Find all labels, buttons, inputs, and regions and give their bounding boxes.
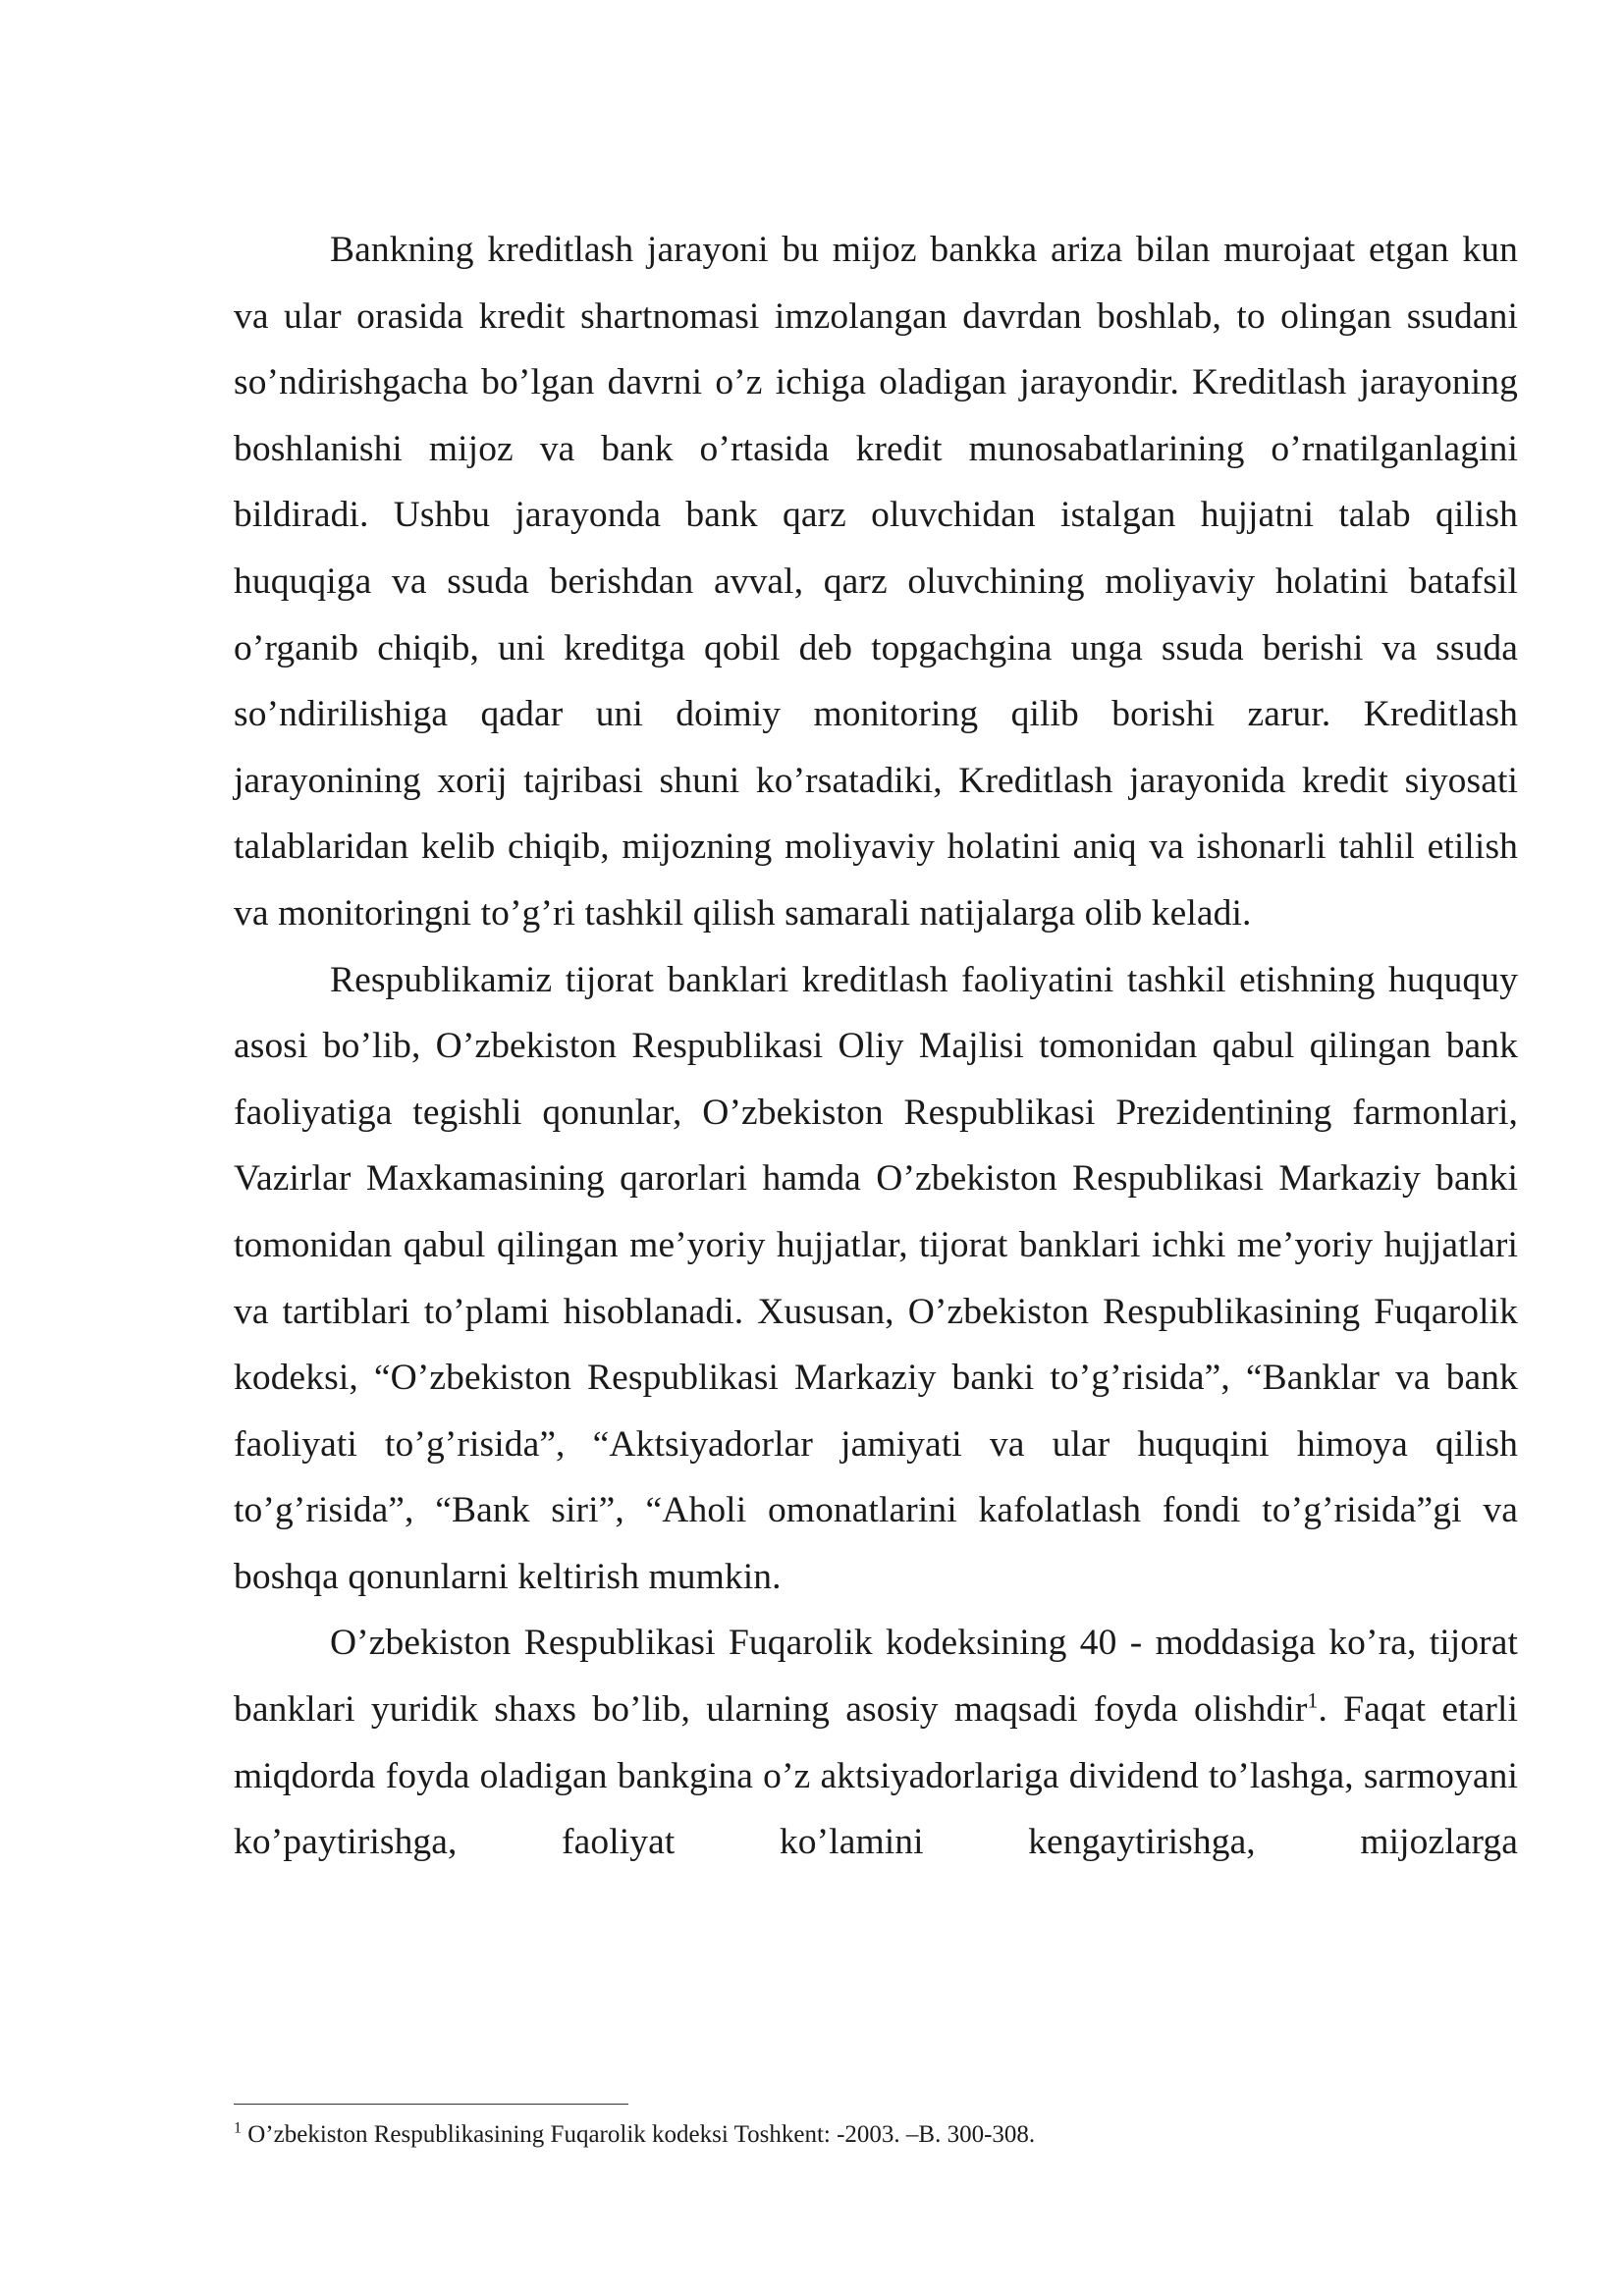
paragraph-3 (234, 1610, 1518, 1875)
paragraph-2: Respublikamiz tijorat banklari kreditlash faoliyatini tashkil etishning huququy asosi bo’lib, O’zbekiston Respublikasi Oliy Majlisi tomonidan qabul qilingan bank faoliyatiga tegishli qonunlar, O’zbekiston Respublikasi Prezidentining farmonlari, Vazirlar Maxkamasining qarorlari hamda O’zbekiston Respublikasi Markaziy banki tomonidan qabul qilingan me’yoriy hujjatlar, tijorat banklari ichki me’yoriy hujjatlari va tartiblari to’plami hisoblanadi. Xususan, O’zbekiston Respublikasining Fuqarolik kodeksi, “O’zbekiston Respublikasi Markaziy banki to’g’risida”, “Banklar va bank faoliyati to’g’risida”, “Aktsiyadorlar jamiyati va ular huquqini himoya qilish to’g’risida”, “Bank siri”, “Aholi omonatlarini kafolatlash fondi to’g’risida”gi va boshqa qonunlarni keltirish mumkin. (234, 959, 1518, 1597)
body-text (234, 217, 1518, 1876)
paragraph-3-text-b: . Faqat etarli miqdorda foyda oladigan bankgina o’z aktsiyadorlariga dividend to’lashga, sarmoyani ko’paytirishga, faoliyat ko’lamini kengaytirishga, mijozlarga (234, 1689, 1518, 1863)
paragraph-1: Bankning kreditlash jarayoni bu mijoz bankka ariza bilan murojaat etgan kun va ular orasida kredit shartnomasi imzolangan davrdan boshlab, to olingan ssudani so’ndirishgacha bo’lgan davrni o’z ichiga oladigan jarayondir. Kreditlash jarayoning boshlanishi mijoz va bank o’rtasida kredit munosabatlarining o’rnatilganlagini bildiradi. Ushbu jarayonda bank qarz oluvchidan istalgan hujjatni talab qilish huquqiga va ssuda berishdan avval, qarz oluvchining moliyaviy holatini batafsil o’rganib chiqib, uni kreditga qobil deb topgachgina unga ssuda berishi va ssuda so’ndirilishiga qadar uni doimiy monitoring qilib borishi zarur. Kreditlash jarayonining xorij tajribasi shuni ko’rsatadiki, Kreditlash jarayonida kredit siyosati talablaridan kelib chiqib, mijozning moliyaviy holatini aniq va ishonarli tahlil etilish va monitoringni to’g’ri tashkil qilish samarali natijalarga olib keladi. (234, 230, 1518, 934)
footnote-reference[interactable]: 1 (1307, 1687, 1319, 1713)
paragraph-3-text-a: O’zbekiston Respublikasi Fuqarolik kodeksining 40 - moddasiga ko’ra, tijorat banklari yuridik shaxs bo’lib, ularning asosiy maqsadi foyda olishdir (234, 1623, 1518, 1731)
footnote-text: O’zbekiston Respublikasining Fuqarolik kodeksi Toshkent: -2003. –B. 300-308. (242, 2121, 1036, 2148)
footnote-marker: 1 (234, 2119, 242, 2137)
footnote (234, 2118, 1518, 2152)
footnote-separator (234, 2104, 628, 2105)
